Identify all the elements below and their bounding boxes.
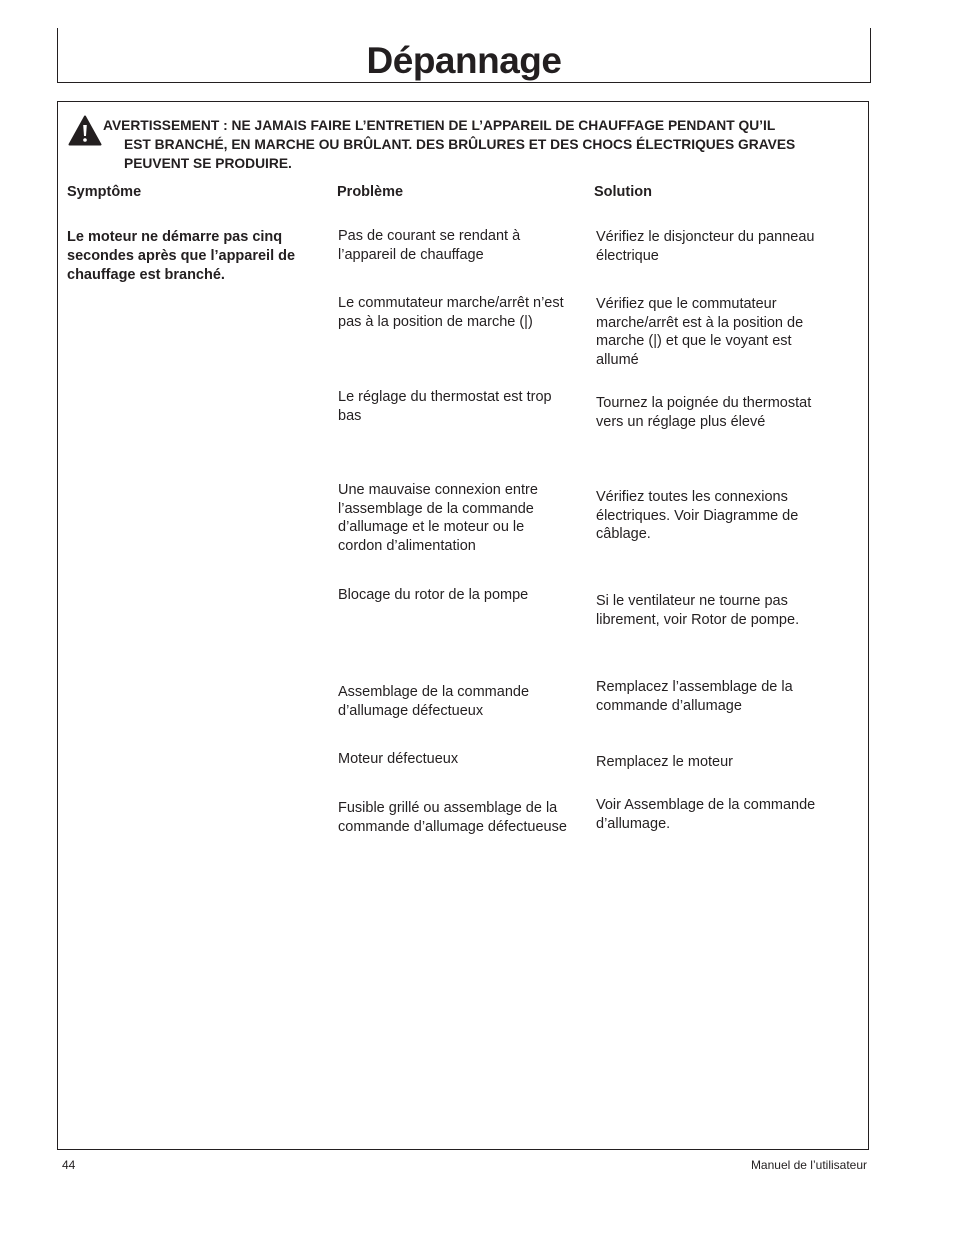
warning-line-1: AVERTISSEMENT : NE JAMAIS FAIRE L’ENTRETIEN DE L’APPAREIL DE CHAUFFAGE PENDANT QU’IL xyxy=(103,118,776,133)
solution-7: Remplacez le moteur xyxy=(596,754,733,770)
problem-8: Fusible grillé ou assemblage de la commande d’allumage défectueuse xyxy=(338,800,567,835)
warning-line-2: EST BRANCHÉ, EN MARCHE OU BRÛLANT. DES BRÛLURES ET DES CHOCS ÉLECTRIQUES GRAVES xyxy=(124,136,796,152)
problem-4: Une mauvaise connexion entre l’assemblage de la commande d’allumage et le moteur ou le cordon d’alimentation xyxy=(338,482,538,555)
title-bar xyxy=(57,28,871,83)
page-number: 44 xyxy=(62,1158,76,1172)
footer-label: Manuel de l’utilisateur xyxy=(750,1158,867,1172)
header-problem: Problème xyxy=(337,184,404,200)
symptom-text: Le moteur ne démarre pas cinq secondes après que l’appareil de chauffage est branché. xyxy=(67,229,296,283)
problem-1: Pas de courant se rendant à l’appareil de chauffage xyxy=(338,228,521,263)
header-solution: Solution xyxy=(594,184,652,200)
problem-6: Assemblage de la commande d’allumage défectueux xyxy=(338,684,530,719)
problem-2: Le commutateur marche/arrêt n’est pas à la position de marche (|) xyxy=(338,295,564,330)
page-title: Dépannage xyxy=(366,40,562,81)
warning-triangle-icon xyxy=(68,115,102,146)
problem-3: Le réglage du thermostat est trop bas xyxy=(338,389,552,424)
solution-6: Remplacez l’assemblage de la commande d’allumage xyxy=(596,679,793,714)
solution-4: Vérifiez toutes les connexions électriques. Voir Diagramme de câblage. xyxy=(596,489,799,543)
solution-2: Vérifiez que le commutateur marche/arrêt est à la position de marche (|) et que le voyant est allumé xyxy=(596,296,804,369)
problem-5: Blocage du rotor de la pompe xyxy=(338,587,529,603)
warning-text xyxy=(103,117,863,173)
solution-3: Tournez la poignée du thermostat vers un réglage plus élevé xyxy=(596,395,812,430)
header-symptom: Symptôme xyxy=(67,184,142,200)
problem-7: Moteur défectueux xyxy=(338,751,459,767)
solution-1: Vérifiez le disjoncteur du panneau électrique xyxy=(596,229,815,264)
warning-line-3: PEUVENT SE PRODUIRE. xyxy=(124,155,292,171)
solution-8: Voir Assemblage de la commande d’allumage. xyxy=(596,797,816,832)
solution-5: Si le ventilateur ne tourne pas librement, voir Rotor de pompe. xyxy=(596,593,800,628)
